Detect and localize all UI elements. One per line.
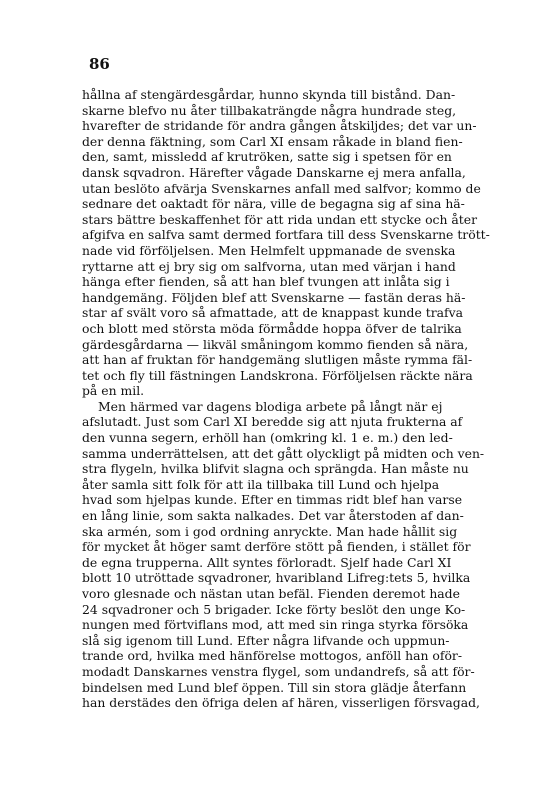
text-line: den vunna segern, erhöll han (omkring kl. 1 e. m.) den led- (82, 430, 453, 446)
text-line: samma underrättelsen, att det gått olyckligt på midten och ven- (82, 445, 485, 461)
text-line: afgifva en salfva samt dermed fortfara till dess Svenskarne trött- (82, 227, 490, 243)
text-line: för mycket åt höger samt derföre stött på fienden, i stället för (82, 539, 471, 555)
text-line: blott 10 utröttade sqvadroner, hvaribland Lifreg:tets 5, hvilka (82, 570, 471, 586)
text-line: hållna af stengärdesgårdar, hunno skynda till bistånd. Dan- (82, 87, 456, 102)
text-line: sednare det oaktadt för nära, ville de begagna sig af sina hä- (82, 196, 465, 212)
text-line: handgemäng. Följden blef att Svenskarne — fastän deras hä- (82, 289, 466, 305)
text-line: åter samla sitt folk för att ila tillbaka till Lund och hjelpa (82, 476, 440, 492)
text-line: en lång linie, som sakta nalkades. Det var återstoden af dan- (82, 508, 464, 524)
text-line: voro glesnade och nästan utan befäl. Fienden deremot hade (82, 586, 460, 601)
text-line: och blott med största möda förmådde hoppa öfver de talrika (82, 320, 462, 336)
text-line: Men härmed var dagens blodiga arbete på långt när ej (98, 398, 443, 414)
text-line: ska armén, som i god ordning anryckte. Man hade hållit sig (82, 523, 458, 539)
text-line: de egna trupperna. Allt syntes förloradt. Sjelf hade Carl XI (82, 554, 452, 570)
text-line: afslutadt. Just som Carl XI beredde sig att njuta frukterna af (82, 414, 463, 430)
page-number: 86 (89, 55, 110, 73)
text-line: trande ord, hvilka med hänförelse mottogos, anföll han oför- (82, 648, 463, 664)
text-line: der denna fäktning, som Carl XI ensam råkade in bland fien- (82, 133, 463, 149)
text-line: att han af fruktan för handgemäng slutligen måste rymma fäl- (82, 352, 473, 368)
text-line: den, samt, missledd af krutröken, satte sig i spetsen för en (82, 149, 452, 165)
body-text (82, 87, 534, 711)
text-line: modadt Danskarnes venstra flygel, som undandrefs, så att för- (82, 663, 475, 679)
text-line: han derstädes den öfriga delen af hären, visserligen försvagad, (82, 695, 480, 711)
text-line: skarne blefvo nu åter tillbakaträngde några hundrade steg, (82, 102, 457, 118)
text-line: slå sig igenom till Lund. Efter några lifvande och uppmun- (82, 632, 450, 648)
text-line: hvarefter de stridande för andra gången åtskiljdes; det var un- (82, 118, 477, 134)
text-line: bindelsen med Lund blef öppen. Till sin stora glädje återfann (82, 679, 467, 695)
text-line: tet och fly till fästningen Landskrona. Förföljelsen räckte nära (82, 367, 473, 383)
text-line: nungen med förtviflans mod, att med sin ringa styrka försöka (82, 617, 469, 633)
text-line: ryttarne att ej bry sig om salfvorna, utan med värjan i hand (82, 258, 456, 274)
text-line: hänga efter fienden, så att han blef tvungen att inlåta sig i (82, 274, 450, 290)
text-line: hvad som hjelpas kunde. Efter en timmas ridt blef han varse (82, 492, 463, 508)
text-line: stra flygeln, hvilka blifvit slagna och sprängda. Han måste nu (82, 461, 469, 477)
text-line: gärdesgårdarna — likväl småningom kommo fienden så nära, (82, 336, 469, 352)
text-line: 24 sqvadroner och 5 brigader. Icke förty beslöt den unge Ko- (82, 601, 466, 617)
text-line: utan beslöto afvärja Svenskarnes anfall med salfvor; kommo de (82, 180, 481, 196)
text-line: star af svält voro så afmattade, att de knappast kunde trafva (82, 305, 464, 321)
text-line: stars bättre beskaffenhet för att rida undan ett stycke och åter (82, 211, 478, 227)
text-line: dansk sqvadron. Härefter vågade Danskarne ej mera anfalla, (82, 164, 466, 180)
text-line: nade vid förföljelsen. Men Helmfelt uppmanade de svenska (82, 242, 456, 258)
text-line: på en mil. (82, 383, 145, 399)
